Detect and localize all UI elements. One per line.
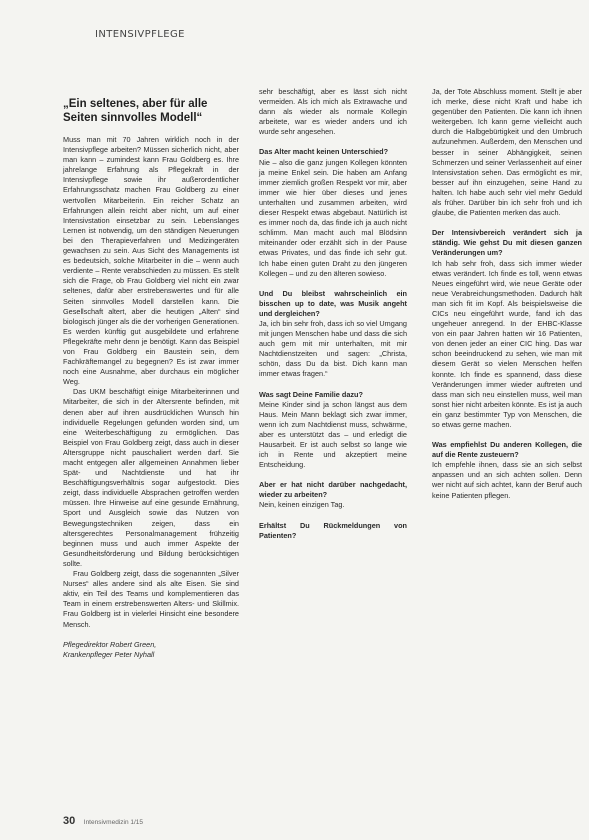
page-footer: [63, 815, 143, 827]
paragraph: Muss man mit 70 Jahren wirklich noch in der Intensivpflege arbeiten? Müssen sicherlich nicht, aber man kann – zumindest kann Frau Goldberg es. Ihre jahrelange Erfahrung als Pflegekraft in der Intensivpflege sowie ihr außerordentlicher Erfahrungsschatz machen Frau Goldberg zu einer wertvollen Mitarbeiterin. Ein reicher Schatz an Erfahrungen allein reicht aber nicht, um auf einer Intensivstation einsetzbar zu sein. Lebenslanges Lernen ist notwendig, um den ständigen Neuerungen bei den Therapieverfahren und Medizingeräten gewachsen zu sein. Aus Sicht des Managements ist es bedeutsich, solche Mitarbeiter in die – wenn auch verdiente – Rente verabschieden zu müssen. Es stellt sich die Frage, ob Frau Goldberg viel nicht ein zwar seltenes, dafür aber erstrebenswertes und für alle Seiten sinnvolles Modell darstellen kann. Die Gesellschaft altert, aber die heutigen „Alten“ sind biologisch jünger als die der vorherigen Generationen. Es werden künftig gut ausgebildete und erfahrene Pflegekräfte mehr denn je benötigt. Kann das Beispiel von Frau Goldberg ein Baustein sein, dem Fachkräftemangel zu begegnen? Es ist zwar immer noch eine Ausnahme, aber durchaus ein möglicher Weg.: [63, 135, 239, 387]
interview-answer: Ja, ich bin sehr froh, dass ich so viel Umgang mit jungen Menschen habe und dass die sich auch gern mit mir unterhalten, mit mir Nachtdienstzeiten und sagen: „Christa, schön, dass Du da bist. Dich kann man immer etwas fragen.“: [259, 318, 407, 379]
paragraph: Frau Goldberg zeigt, dass die sogenannten „Silver Nurses“ alles andere sind als alte Eisen. Sie sind aktiv, ein Teil des Teams und komplementieren das Team in einem erstrebenswerten Alters- und Skillmix. Frau Goldberg ist in vielerlei Hinsicht eine besondere Mensch.: [63, 569, 239, 629]
interview-answer: Nie – also die ganz jungen Kollegen könnten ja meine Enkel sein. Die haben am Anfang immer ziemlich großen Respekt vor mir, aber immer wie hier über dieses und jenes unterhalten und zusammen arbeiten, wird dieser Respekt etwas abgebaut. Natürlich ist es immer noch da, das finde ich ja auch nicht schlimm. Man macht auch mal Blödsinn miteinander oder erzählt sich in der Pause etwas Privates, und das finde ich sehr gut. Ich habe einen guten Draht zu den jüngeren Kollegen – und zu den älteren sowieso.: [259, 157, 407, 278]
interview-question: Das Alter macht keinen Unterschied?: [259, 147, 389, 157]
column-1: [63, 98, 239, 660]
interview-answer: Ich empfehle ihnen, dass sie an sich selbst anpassen und an sich achten sollen. Denn wer nicht auf sich achtet, kann der Beruf auch keine Patienten pflegen.: [432, 460, 582, 500]
interview-answer: Nein, keinen einzigen Tag.: [259, 500, 345, 510]
signature-line: Pflegedirektor Robert Green,: [63, 639, 157, 649]
column-3: [432, 87, 582, 501]
author-signature: [63, 640, 239, 660]
interview-answer: sehr beschäftigt, aber es lässt sich nicht vermeiden. Als ich mich als Extrawache und dann als wieder als normale Kollegin arbeitete, war es wieder anders und ich wurde sehr angesehen.: [259, 87, 407, 137]
interview-question: Der Intensivbereich verändert sich ja ständig. Wie gehst Du mit diesen ganzen Veränderungen um?: [432, 228, 582, 258]
page-number: 30: [63, 815, 76, 827]
interview-question: Was empfiehlst Du anderen Kollegen, die auf die Rente zusteuern?: [432, 440, 582, 460]
interview-question: Was sagt Deine Familie dazu?: [259, 389, 363, 399]
paragraph: Das UKM beschäftigt einige Mitarbeiterinnen und Mitarbeiter, die sich in der Altersrente befinden, mit denen aber auf ihren ausdrücklichen Wunsch hin individuelle Regelungen gefunden worden sind, um eine Weiterbeschäftigung zu ermöglichen. Das Beispiel von Frau Goldberg zeigt, dass auch in dieser Altersgruppe nicht pauschaliert werden darf. Sie macht entgegen aller allgemeinen Annahmen lieber Spät- und Nachtdienste und hat ihr Beschäftigungsverhältnis sogar aufgestockt. Dies zeigt, dass individuelle Absprachen getroffen werden müssen. Ihre Hinweise auf eine gesunde Ernährung, Sport und Ausgleich sowie das Nutzen von Bewegungstechniken zeigen, dass ein altersgerechtes Personalmanagement frühzeitig beginnen muss und auch immer Aspekte der Gesundheitsförderung und Bildung berücksichtigen sollte.: [63, 387, 239, 568]
interview-answer: Meine Kinder sind ja schon längst aus dem Haus. Mein Mann beklagt sich zwar immer, wenn ich zum Nachtdienst muss, schwärme, aber es unterstützt das – und erledigt die Hausarbeit. Er ist auch selbst so lange wie ich in Rente und akzeptiert meine Entscheidung.: [259, 399, 407, 470]
interview-answer: Ja, der Tote Abschluss moment. Stellt je aber ich merke, diese nicht Kraft und habe ich gegenüber den Patienten. Die kann ich ihnen weitergeben. Ich kann gerne vielleicht auch durch die Halbgebürtigkeit und den Umbruch aufzunehmen. Außerdem, den Menschen und besser in seiner Abhängigkeit, seinen Schmerzen und seiner Verlassenheit auf einer Intensivstation sehen. Das ermöglicht es mir, besser auf ihn einzugehen, seine Hand zu halten. Ich habe auch sehr viel mehr Geduld als früher. Darüber bin ich sehr froh und ich glaube, die Patienten merken das auch.: [432, 87, 582, 218]
column-2: [259, 87, 407, 541]
interview-question: Aber er hat nicht darüber nachgedacht, wieder zu arbeiten?: [259, 480, 407, 500]
magazine-name: Intensivmedizin 1/15: [83, 819, 144, 826]
interview-answer: Ich hab sehr froh, dass sich immer wieder etwas verändert. Ich finde es toll, wenn etwas Neues eingeführt wird, wie neue Geräte oder neue Verabreichungsmethoden. Dadurch hält man sich fit im Kopf. Als beispielsweise die CICs neu eingeführt wurde, fand ich das ungeheuer anregend. In der EHBC-Klasse von ein paar Jahren hatten wir 16 Patienten, von denen jeder an einer CIC hing. Das war schon beeindruckend zu sehen, wie man mit diesem Gerät so vielen Menschen helfen konnte. Ich finde es spannend, dass diese Veränderungen immer wieder auftreten und dass man sich neu einstellen muss, weil man sonst hier nicht arbeiten könnte. Es ist ja auch ein ganz bestimmter Typ von Menschen, die so etwas gerne machen.: [432, 258, 582, 429]
article-headline: „Ein seltenes, aber für alle Seiten sinnvolles Modell“: [63, 98, 208, 124]
interview-question: Erhältst Du Rückmeldungen von Patienten?: [259, 520, 407, 540]
interview-question: Und Du bleibst wahrscheinlich ein bisschen up to date, was Musik angeht und dergleichen?: [259, 288, 407, 318]
section-label: INTENSIVPFLEGE: [95, 29, 185, 40]
signature-line: Krankenpfleger Peter Nyhall: [63, 649, 155, 659]
